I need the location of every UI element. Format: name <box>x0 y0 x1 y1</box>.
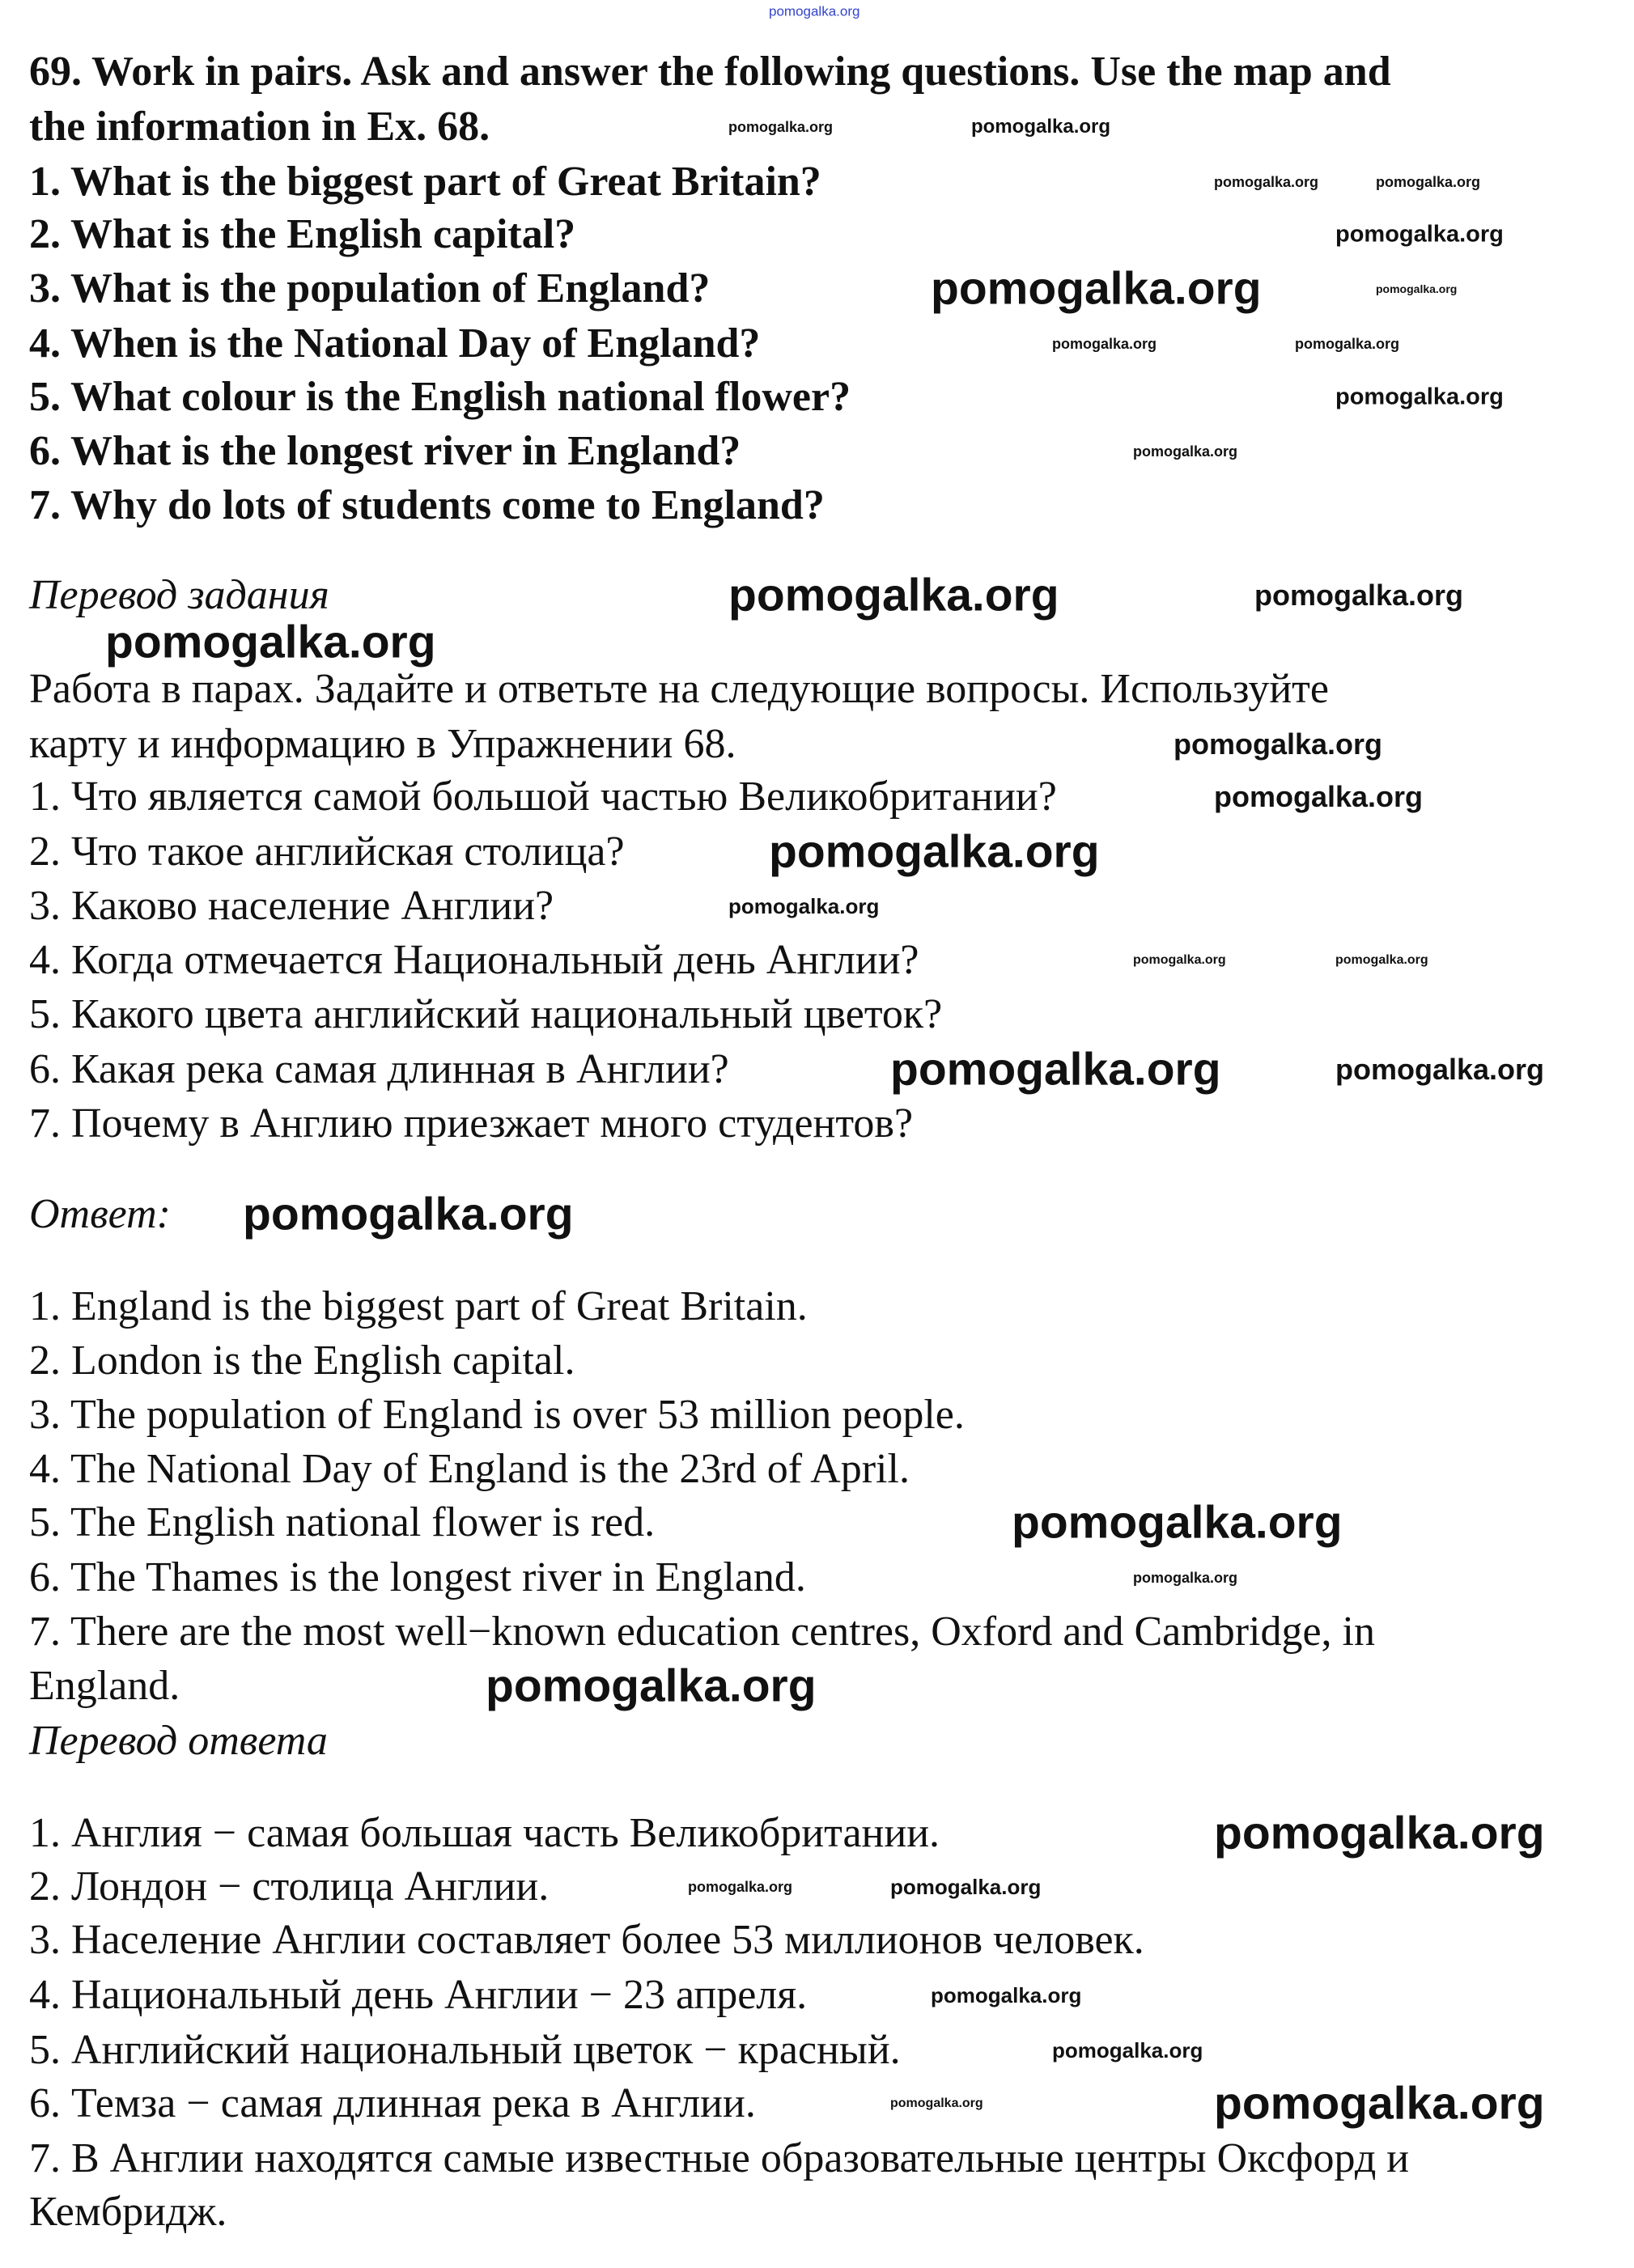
watermark-text: pomogalka.org <box>1052 336 1157 352</box>
translated-answer-7: 7. В Англии находятся самые известные образовательные центры Оксфорд и <box>29 2135 1410 2181</box>
translated-question-3: 3. Каково население Англии? <box>29 883 554 929</box>
watermark-text: pomogalka.org <box>1295 336 1400 352</box>
task-title-line2: the information in Ex. 68. <box>29 104 490 150</box>
watermark-text: pomogalka.org <box>243 1188 574 1240</box>
watermark-text: pomogalka.org <box>1376 282 1458 295</box>
question-1: 1. What is the biggest part of Great Britain? <box>29 159 821 205</box>
question-5: 5. What colour is the English national flower? <box>29 374 851 420</box>
translated-answer-5: 5. Английский национальный цветок − красный. <box>29 2027 901 2073</box>
translated-answer-7-continued: Кембридж. <box>29 2189 227 2235</box>
watermark-text: pomogalka.org <box>1012 1496 1343 1549</box>
watermark-text: pomogalka.org <box>1214 780 1424 813</box>
answer-translation-heading: Перевод ответа <box>29 1718 328 1764</box>
task-translation-line1: Работа в парах. Задайте и ответьте на следующие вопросы. Используйте <box>29 666 1329 712</box>
watermark-text: pomogalka.org <box>1335 1053 1545 1086</box>
watermark-text: pomogalka.org <box>769 3 860 19</box>
task-translation-line2: карту и информацию в Упражнении 68. <box>29 721 736 767</box>
watermark-text: pomogalka.org <box>931 1983 1082 2007</box>
watermark-text: pomogalka.org <box>105 616 436 668</box>
watermark-text: pomogalka.org <box>486 1660 817 1712</box>
translated-answer-3: 3. Население Англии составляет более 53 миллионов человек. <box>29 1917 1144 1963</box>
watermark-text: pomogalka.org <box>1335 384 1504 410</box>
watermark-text: pomogalka.org <box>1133 1570 1238 1586</box>
translated-question-6: 6. Какая река самая длинная в Англии? <box>29 1046 729 1092</box>
watermark-text: pomogalka.org <box>728 119 834 135</box>
watermark-text: pomogalka.org <box>1376 174 1481 190</box>
task-translation-heading: Перевод задания <box>29 572 329 618</box>
translated-answer-2: 2. Лондон − столица Англии. <box>29 1863 550 1910</box>
task-title-line1: 69. Work in pairs. Ask and answer the following questions. Use the map and <box>29 49 1391 95</box>
question-7: 7. Why do lots of students come to England? <box>29 482 825 528</box>
watermark-text: pomogalka.org <box>1133 953 1226 967</box>
answer-heading: Ответ: <box>29 1191 171 1237</box>
watermark-text: pomogalka.org <box>1133 443 1238 460</box>
translated-answer-6: 6. Темза − самая длинная река в Англии. <box>29 2080 756 2126</box>
watermark-text: pomogalka.org <box>971 116 1111 138</box>
watermark-text: pomogalka.org <box>769 825 1100 878</box>
watermark-text: pomogalka.org <box>688 1879 793 1895</box>
question-3: 3. What is the population of England? <box>29 265 711 312</box>
answer-7: 7. There are the most well−known education centres, Oxford and Cambridge, in <box>29 1609 1375 1655</box>
watermark-text: pomogalka.org <box>890 1875 1042 1899</box>
translated-question-1: 1. Что является самой большой частью Великобритании? <box>29 774 1057 820</box>
watermark-text: pomogalka.org <box>728 894 880 918</box>
answer-1: 1. England is the biggest part of Great Britain. <box>29 1283 808 1329</box>
answer-3: 3. The population of England is over 53 million people. <box>29 1392 965 1438</box>
translated-question-7: 7. Почему в Англию приезжает много студентов? <box>29 1100 914 1147</box>
answer-2: 2. London is the English capital. <box>29 1337 575 1384</box>
answer-7-continued: England. <box>29 1663 180 1709</box>
question-2: 2. What is the English capital? <box>29 211 576 257</box>
watermark-text: pomogalka.org <box>1254 579 1464 612</box>
answer-4: 4. The National Day of England is the 23rd of April. <box>29 1446 910 1492</box>
translated-answer-4: 4. Национальный день Англии − 23 апреля. <box>29 1972 808 2018</box>
watermark-text: pomogalka.org <box>1335 953 1428 967</box>
answer-5: 5. The English national flower is red. <box>29 1499 656 1545</box>
translated-answer-1: 1. Англия − самая большая часть Великобритании. <box>29 1810 940 1856</box>
watermark-text: pomogalka.org <box>1214 174 1319 190</box>
watermark-text: pomogalka.org <box>890 2096 983 2110</box>
watermark-text: pomogalka.org <box>728 569 1059 621</box>
answer-6: 6. The Thames is the longest river in England. <box>29 1554 806 1600</box>
watermark-text: pomogalka.org <box>1214 2077 1545 2130</box>
watermark-text: pomogalka.org <box>890 1043 1221 1096</box>
watermark-text: pomogalka.org <box>1052 2038 1203 2062</box>
watermark-text: pomogalka.org <box>1174 727 1383 761</box>
question-6: 6. What is the longest river in England? <box>29 428 741 474</box>
translated-question-2: 2. Что такое английская столица? <box>29 829 625 875</box>
watermark-text: pomogalka.org <box>1335 221 1504 248</box>
translated-question-4: 4. Когда отмечается Национальный день Англии? <box>29 937 919 983</box>
translated-question-5: 5. Какого цвета английский национальный цветок? <box>29 991 943 1037</box>
watermark-text: pomogalka.org <box>931 262 1262 315</box>
question-4: 4. When is the National Day of England? <box>29 320 761 367</box>
watermark-text: pomogalka.org <box>1214 1807 1545 1859</box>
